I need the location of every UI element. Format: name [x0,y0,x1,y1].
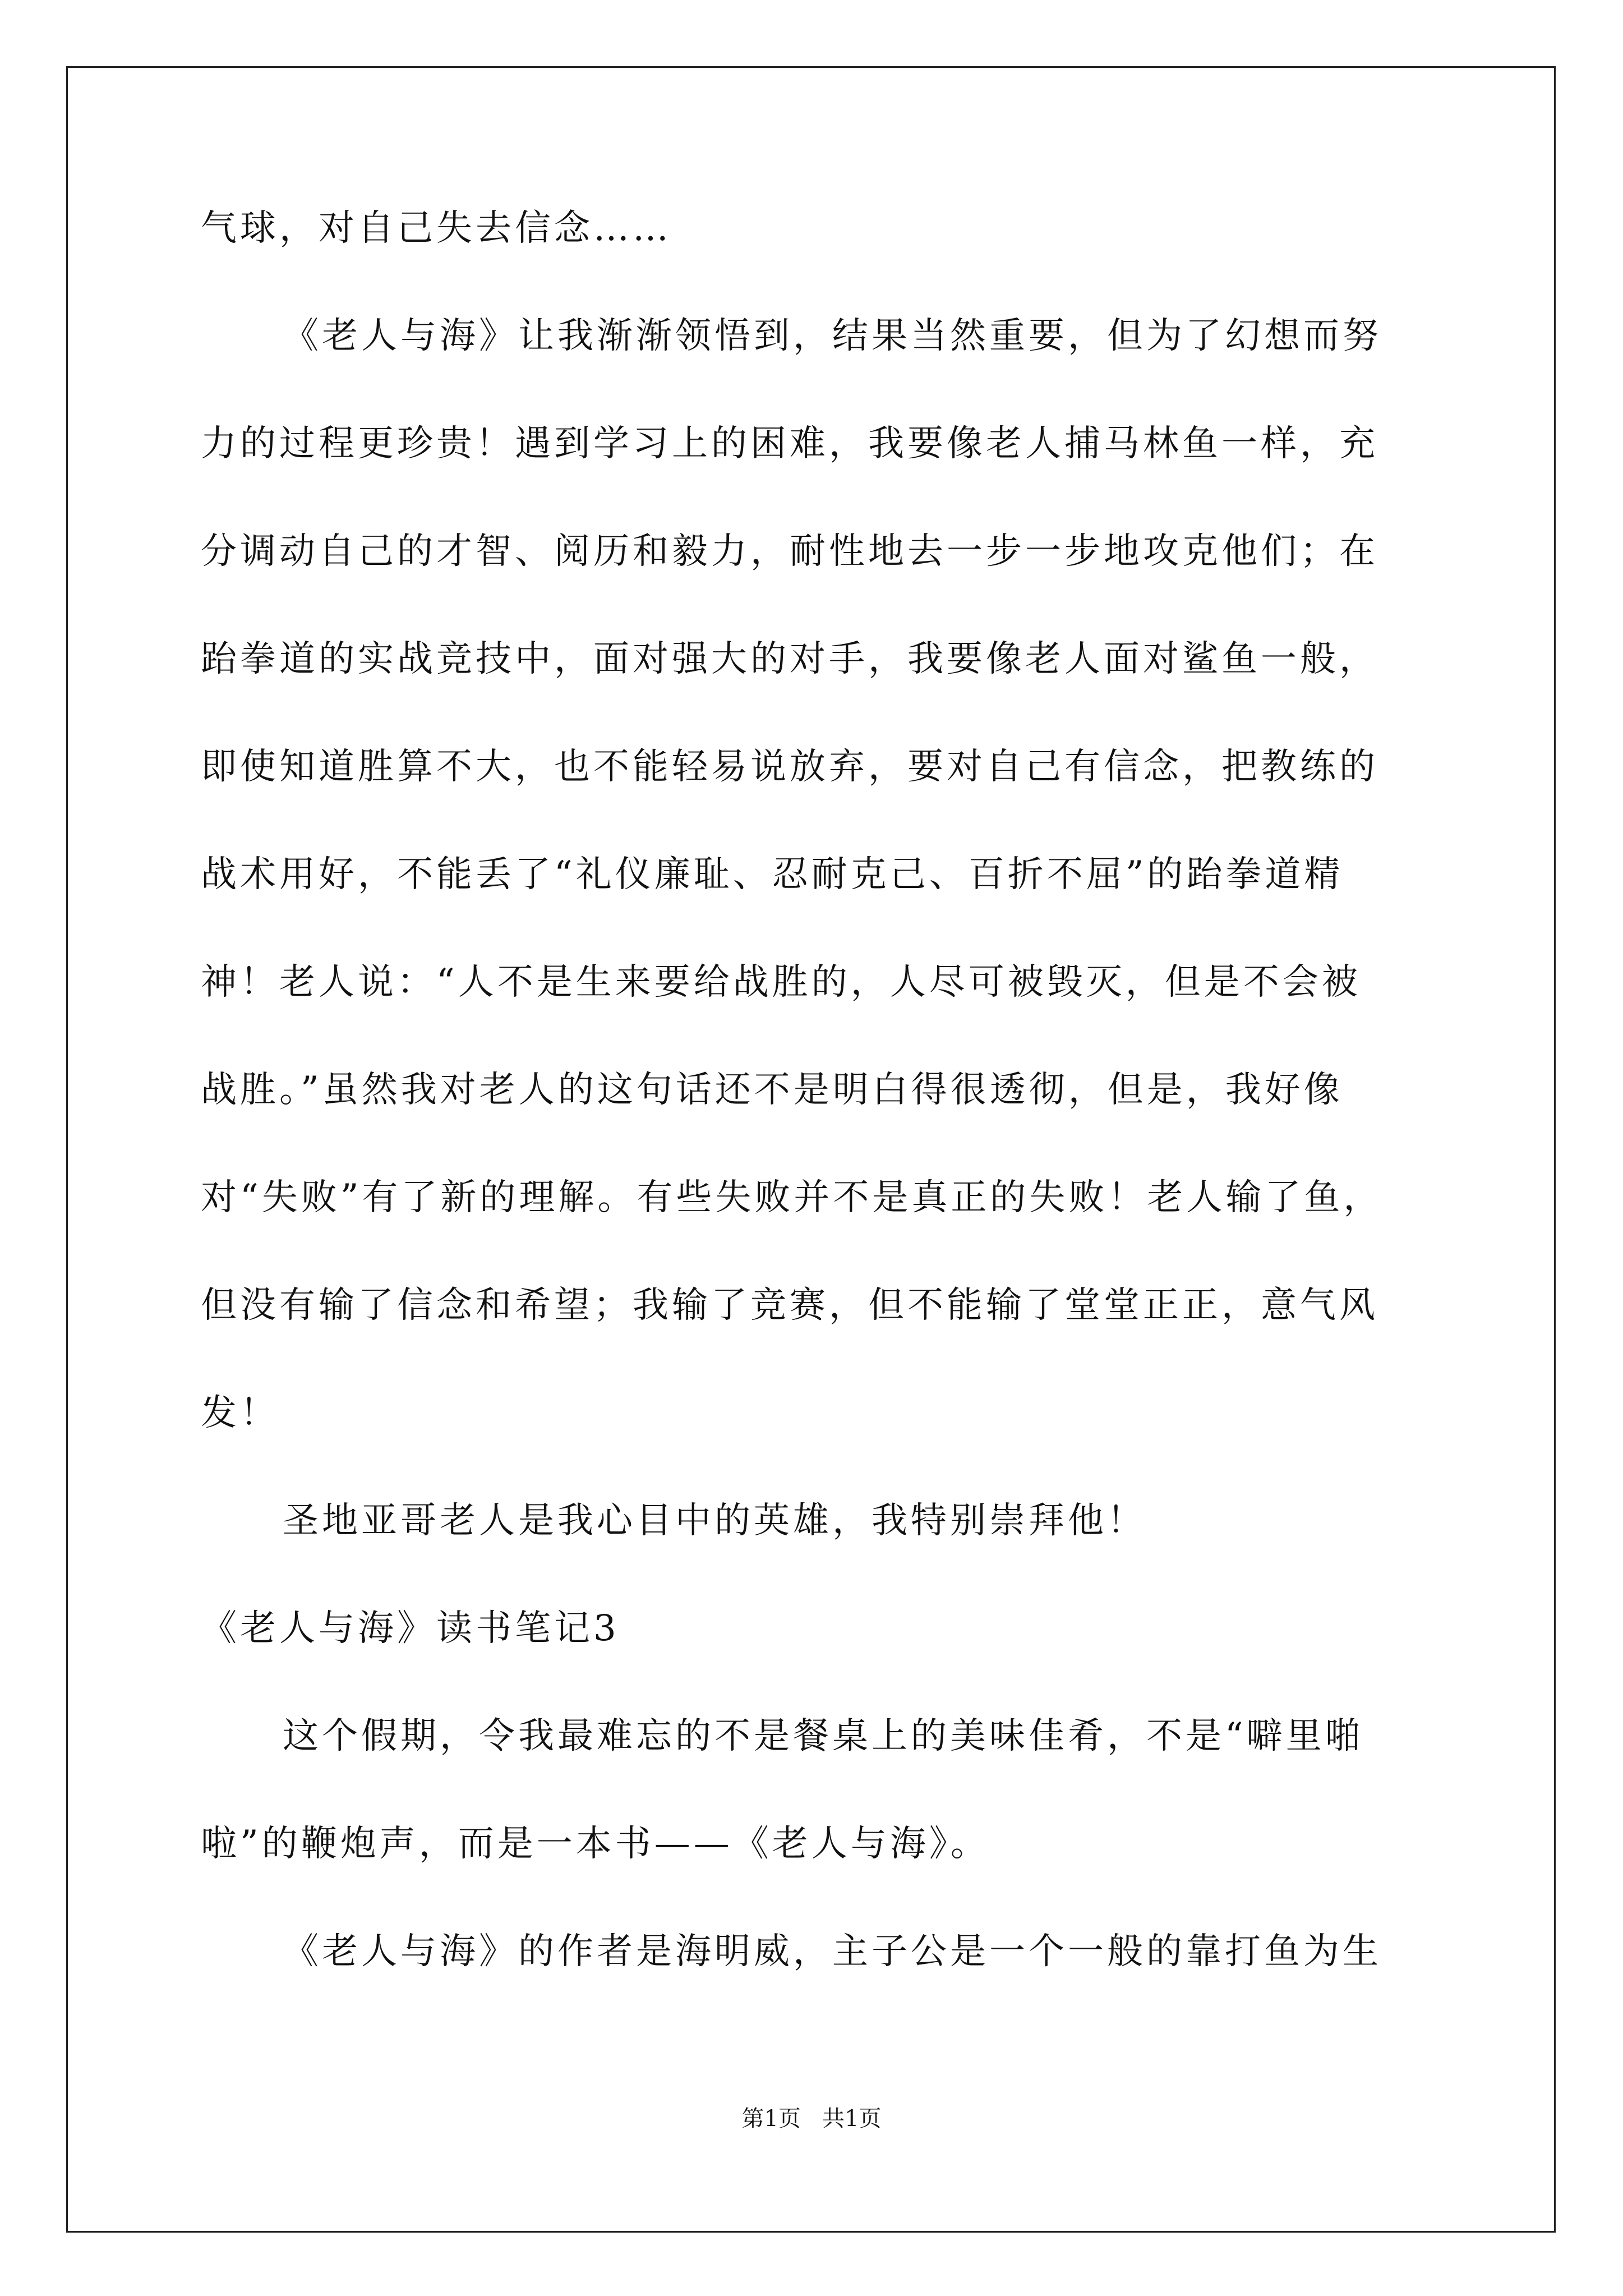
section-heading: 《老人与海》读书笔记3 [201,1608,620,1649]
page-number: 第1页 共1页 [741,2106,882,2132]
paragraph-start-line: 《老人与海》的作者是海明威，主子公是一个一般的靠打鱼为生 [283,1931,1382,1972]
paragraph-start-line: 这个假期，令我最难忘的不是餐桌上的美味佳肴，不是“噼里啪 [283,1715,1364,1757]
text-line: 气球，对自己失去信念…… [201,208,672,249]
text-line: 力的过程更珍贵！遇到学习上的困难，我要像老人捕马林鱼一样，充 [201,423,1378,464]
text-line: 但没有输了信念和希望；我输了竞赛，但不能输了堂堂正正，意气风 [201,1285,1378,1326]
text-line: 神！老人说：“人不是生来要给战胜的，人尽可被毁灭，但是不会被 [201,961,1361,1003]
text-line: 战胜。”虽然我对老人的这句话还不是明白得很透彻，但是，我好像 [201,1069,1343,1111]
page-footer [0,2101,1623,2133]
text-line: 分调动自己的才智、阅历和毅力，耐性地去一步一步地攻克他们；在 [201,531,1378,572]
text-line: 战术用好，不能丢了“礼仪廉耻、忍耐克己、百折不屈”的跆拳道精 [201,854,1344,895]
text-line: 啦”的鞭炮声，而是一本书——《老人与海》。 [201,1823,990,1865]
text-line: 发！ [201,1392,279,1434]
text-line: 即使知道胜算不大，也不能轻易说放弃，要对自己有信念，把教练的 [201,746,1378,788]
paragraph-start-line: 圣地亚哥老人是我心目中的英雄，我特别崇拜他！ [283,1500,1146,1542]
text-line: 跆拳道的实战竞技中，面对强大的对手，我要像老人面对鲨鱼一般， [201,638,1378,680]
paragraph-start-line: 《老人与海》让我渐渐领悟到，结果当然重要，但为了幻想而努 [283,315,1382,357]
page-border [66,66,1556,2233]
text-line: 对“失败”有了新的理解。有些失败并不是真正的失败！老人输了鱼， [201,1177,1383,1218]
